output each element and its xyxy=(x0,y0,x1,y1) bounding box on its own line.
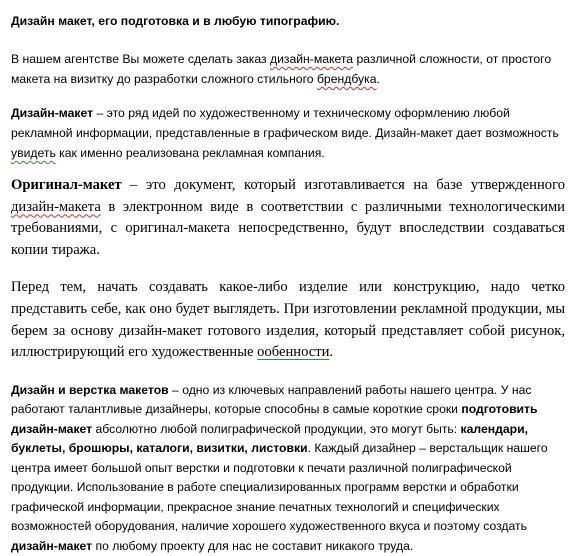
intro-term-design-layout: дизайн-макета xyxy=(269,52,354,66)
services-text-1: – одно из ключевых направлений работы нашего центра. У нас работают талантливые дизайнеры, которые способны в самые короткие сроки xyxy=(11,382,532,417)
services-term-design-and-layout: Дизайн и верстка макетов xyxy=(11,382,169,397)
definition-text-1: – это ряд идей по художественному и техническому оформлению любой рекламной информации, представленные в графическом виде. Дизайн-макет дает возможность xyxy=(11,106,559,140)
original-term-design-layout: дизайн-макета xyxy=(11,198,101,215)
paragraph-original-layout-definition xyxy=(11,175,565,261)
services-term-products: календари, буклеты, брошюры, каталоги, визитки, листовки xyxy=(11,421,528,456)
original-text-2: в электронном виде в соответствии с различными технологическими требованиями, с оригинал-макета непосредственно, будут впоследствии создаваться копии тиража. xyxy=(11,198,565,258)
services-term-design-layout: дизайн-макет xyxy=(11,538,93,553)
title-text: Дизайн макет, его подготовка и в любую типографию. xyxy=(11,14,340,28)
page-title xyxy=(11,11,565,31)
services-text-3: . Каждый дизайнер – верстальщик нашего центра имеет большой опыт верстки и подготовки к печати различной полиграфической продукции. Использование в работе специализированных программ верстки и обработки графической информации, прекрасное знание печатных технологий и специфических возможностей оборудования, наличие хорошего художественного вкуса и поэтому создать xyxy=(11,441,548,534)
production-word-features: ообенности xyxy=(257,344,330,361)
intro-term-brandbook: брендбука xyxy=(316,72,377,86)
paragraph-design-layout-definition xyxy=(11,103,565,163)
original-text-1: – это документ, который изготавливается на базе утвержденного xyxy=(121,177,565,193)
paragraph-before-production xyxy=(11,277,565,363)
production-text-2: . xyxy=(329,344,334,361)
intro-text-2: различной сложности, от простого макета на визитку до разработки сложного стильного xyxy=(11,52,552,86)
definition-term-design-layout: Дизайн-макет xyxy=(11,106,94,120)
definition-text-2: как именно реализована рекламная компания. xyxy=(55,146,325,160)
services-text-4: по любому проекту для нас не составит никакого труда. xyxy=(92,538,414,553)
paragraph-design-and-layout-services xyxy=(11,381,565,556)
definition-word-see: увидеть xyxy=(11,146,56,160)
paragraph-intro xyxy=(11,49,565,89)
production-text-1: Перед тем, начать создавать какое-либо изделие или конструкцию, надо четко представить себе, как оно будет выглядеть. При изготовлении рекламной продукции, мы берем за основу дизайн-макет готового изделия, который представляет собой рисунок, иллюстрирующий его художественные xyxy=(11,279,565,361)
services-text-2: абсолютно любой полиграфической продукции, это могут быть: xyxy=(92,421,461,436)
intro-text-3: . xyxy=(376,72,380,86)
services-term-prepare-layout: подготовить дизайн-макет xyxy=(11,402,538,436)
intro-text-1: В нашем агентстве Вы можете сделать заказ xyxy=(11,52,270,66)
definition-term-original-layout: Оригинал-макет xyxy=(11,177,122,193)
